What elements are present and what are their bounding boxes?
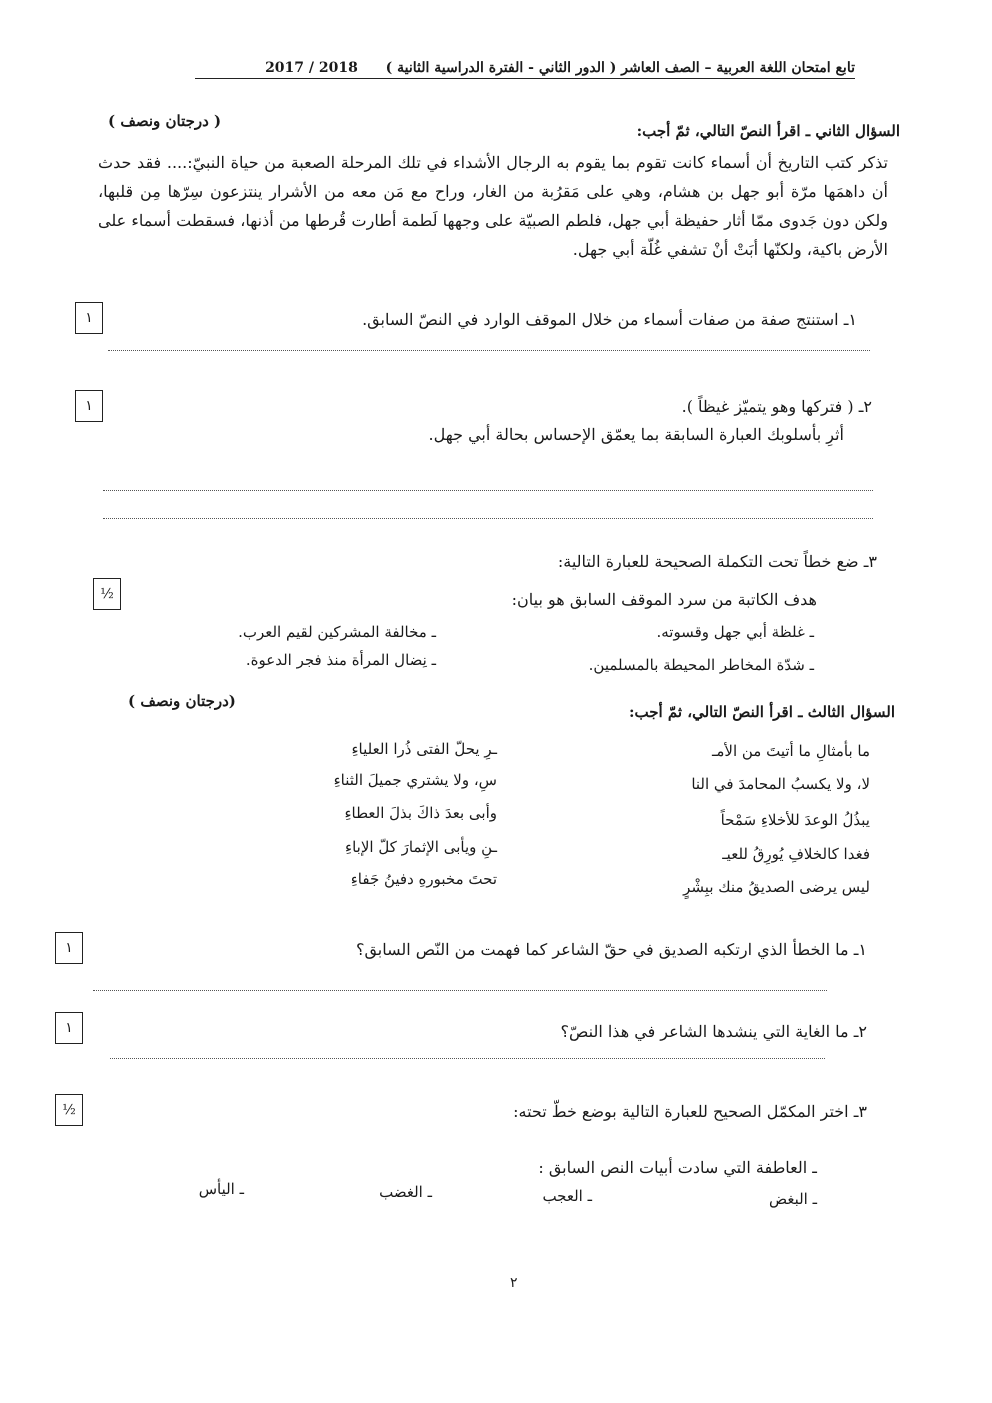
verse-2-first-half: لا، ولا يكسبُ المحامدَ في النا bbox=[691, 775, 870, 793]
q3-option-4[interactable]: ـ اليأس bbox=[198, 1180, 244, 1198]
q3-item3-subtext: ـ العاطفة التي سادت أبيات النص السابق : bbox=[538, 1158, 817, 1177]
q2-option-1[interactable]: ـ غلظة أبي جهل وقسوته. bbox=[656, 623, 814, 641]
q2-item1-answer-line[interactable] bbox=[108, 350, 870, 351]
q3-grade: (درجتان ونصف ) bbox=[128, 692, 236, 710]
q3-item1-mark: ١ bbox=[55, 932, 83, 964]
q2-item1-mark: ١ bbox=[75, 302, 103, 334]
q3-title: السؤال الثالث ـ اقرأ النصّ التالي، ثمّ أجب: bbox=[628, 703, 895, 721]
verse-5-first-half: ليس يرضى الصديقُ منك ببِشْرٍ bbox=[683, 878, 870, 896]
q3-option-2[interactable]: ـ العجب bbox=[542, 1187, 592, 1205]
q3-item3-mark: ½ bbox=[55, 1094, 83, 1126]
q3-item2-text: ٢ـ ما الغاية التي ينشدها الشاعر في هذا النصّ؟ bbox=[560, 1022, 867, 1041]
q2-option-3[interactable]: ـ شدّة المخاطر المحيطة بالمسلمين. bbox=[588, 656, 814, 674]
q3-item1-answer-line[interactable] bbox=[93, 990, 827, 991]
q3-item2-answer-line[interactable] bbox=[110, 1058, 825, 1059]
page-number: ٢ bbox=[510, 1275, 518, 1291]
q2-item2-answer-line-2[interactable] bbox=[103, 518, 873, 519]
q3-option-3[interactable]: ـ الغضب bbox=[379, 1183, 432, 1201]
q2-item2-subtext: أثرِ بأسلوبك العبارة السابقة بما يعمّق الإحساس بحالة أبي جهل. bbox=[428, 425, 844, 444]
q2-item2-mark: ١ bbox=[75, 390, 103, 422]
q2-item3-text: ٣ـ ضع خطاً تحت التكملة الصحيحة للعبارة التالية: bbox=[557, 552, 877, 571]
verse-3-second-half: وأبى بعدَ ذاكَ بذلَ العطاءِ bbox=[344, 804, 497, 822]
verse-3-first-half: يبذُلُ الوعدَ للأخلاءِ سَمْحاً bbox=[720, 811, 870, 829]
q2-item3-subtext: هدف الكاتبة من سرد الموقف السابق هو بيان: bbox=[511, 590, 817, 609]
q2-item2-text: ٢ـ ( فتركها وهو يتميّز غيظاً ). bbox=[681, 397, 872, 416]
q3-option-1[interactable]: ـ البغض bbox=[768, 1190, 817, 1208]
header-title: تابع امتحان اللغة العربية – الصف العاشر ( الدور الثاني - الفترة الدراسية الثانية ) bbox=[385, 60, 855, 76]
q2-title: السؤال الثاني ـ اقرأ النصّ التالي، ثمّ أجب: bbox=[636, 122, 900, 140]
verse-1-first-half: ما بأمثالِ ما أتيتَ من الأمـ bbox=[711, 742, 870, 760]
exam-header bbox=[195, 60, 855, 79]
header-year: 2017 / 2018 bbox=[265, 60, 358, 76]
q2-item1-text: ١ـ استنتج صفة من صفات أسماء من خلال الموقف الوارد في النصّ السابق. bbox=[362, 310, 857, 329]
q2-passage: تذكر كتب التاريخ أن أسماء كانت تقوم بما يقوم به الرجال الأشداء في تلك المرحلة الصعبة من حياة النبيّ:.... فقد حدث أن داهمَها مرّة أبو جهل بن هشام، وهي على مَقرُبة من الغار، وراح مع مَن معه من الأشرار ينتزعون سِرّها مِن قلبها، ولكن دون جَدوى ممّا أثار حفيظة أبي جهل، فلطم الصبيّة على وجهها لَطمة أطارت قُرطها من أذنها، فسقطت أسماء على الأرض باكية، ولكنّها أبَتْ أنْ تشفي غُلّة أبي جهل. bbox=[98, 153, 889, 259]
q2-option-4[interactable]: ـ نِضال المرأة منذ فجر الدعوة. bbox=[245, 651, 436, 669]
q2-option-2[interactable]: ـ مخالفة المشركين لقيم العرب. bbox=[238, 623, 436, 641]
q2-item3-mark: ½ bbox=[93, 578, 121, 610]
verse-1-second-half: ـرِ يحلّ الفتى ذُرا العلياءِ bbox=[351, 740, 497, 758]
verse-4-first-half: فغدا كالخلافِ يُورِقُ للعيـ bbox=[722, 845, 870, 863]
verse-5-second-half: تحتَ مخبورهِ دفينُ جَفاءِ bbox=[350, 870, 497, 888]
q2-item2-answer-line-1[interactable] bbox=[103, 490, 873, 491]
q3-item2-mark: ١ bbox=[55, 1012, 83, 1044]
verse-4-second-half: ـنِ ويأبى الإثمارَ كلّ الإباءِ bbox=[345, 838, 497, 856]
q3-item1-text: ١ـ ما الخطأ الذي ارتكبه الصديق في حقّ الشاعر كما فهمت من النّص السابق؟ bbox=[355, 940, 867, 959]
q2-grade: ( درجتان ونصف ) bbox=[108, 112, 222, 130]
q3-item3-text: ٣ـ اختر المكمّل الصحيح للعبارة التالية بوضع خطّ تحته: bbox=[513, 1102, 867, 1121]
verse-2-second-half: سِ، ولا يشتري جميلَ الثناءِ bbox=[333, 771, 497, 789]
